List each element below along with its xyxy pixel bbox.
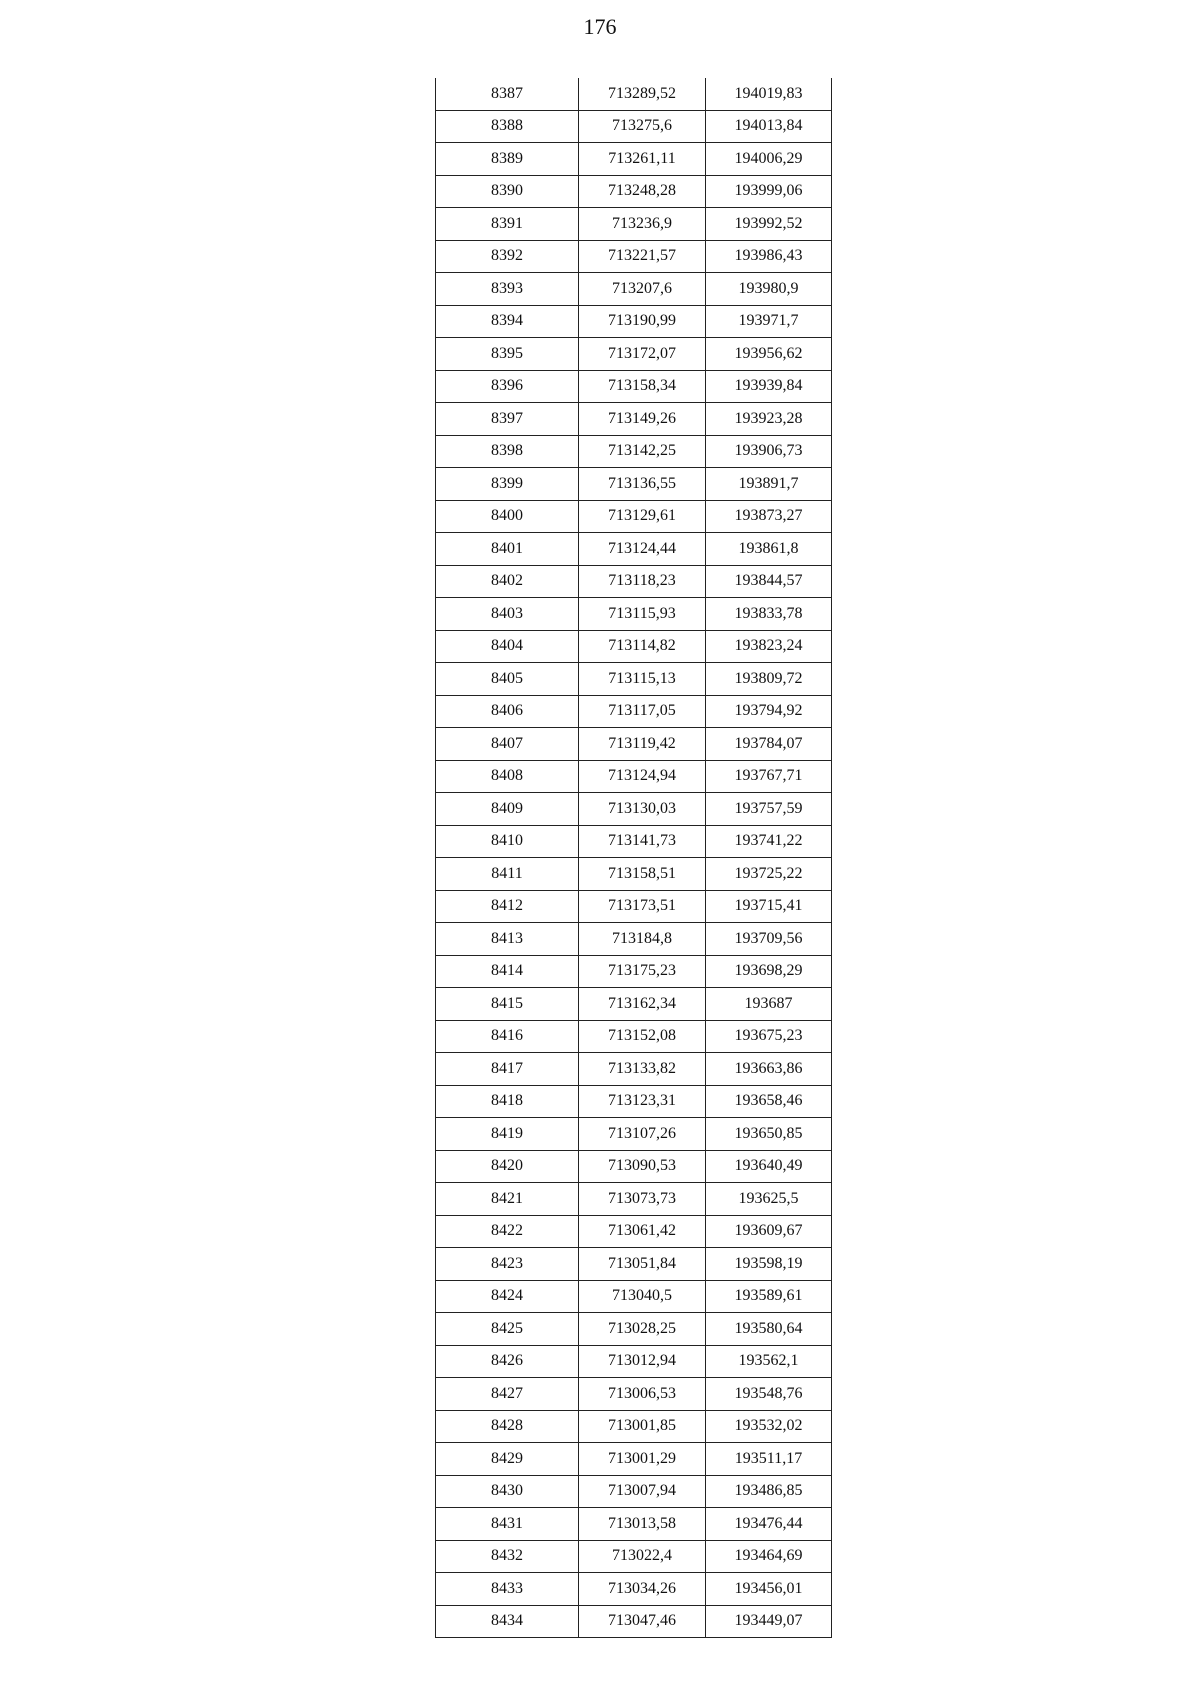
x-coordinate-cell: 713115,93	[579, 598, 706, 631]
point-number-cell: 8415	[436, 988, 579, 1021]
y-coordinate-cell: 193486,85	[706, 1475, 832, 1508]
y-coordinate-cell: 193562,1	[706, 1345, 832, 1378]
point-number-cell: 8390	[436, 175, 579, 208]
x-coordinate-cell: 713117,05	[579, 695, 706, 728]
table-row	[436, 1345, 832, 1378]
y-coordinate-cell: 193640,49	[706, 1150, 832, 1183]
table-row	[436, 565, 832, 598]
x-coordinate-cell: 713173,51	[579, 890, 706, 923]
table-row	[436, 500, 832, 533]
table-row	[436, 468, 832, 501]
y-coordinate-cell: 193589,61	[706, 1280, 832, 1313]
table-row	[436, 208, 832, 241]
x-coordinate-cell: 713118,23	[579, 565, 706, 598]
point-number-cell: 8405	[436, 663, 579, 696]
x-coordinate-cell: 713162,34	[579, 988, 706, 1021]
y-coordinate-cell: 194019,83	[706, 78, 832, 110]
x-coordinate-cell: 713289,52	[579, 78, 706, 110]
table-row	[436, 1118, 832, 1151]
x-coordinate-cell: 713133,82	[579, 1053, 706, 1086]
table-row	[436, 1508, 832, 1541]
y-coordinate-cell: 193456,01	[706, 1573, 832, 1606]
point-number-cell: 8434	[436, 1605, 579, 1638]
table-row	[436, 988, 832, 1021]
point-number-cell: 8398	[436, 435, 579, 468]
point-number-cell: 8424	[436, 1280, 579, 1313]
x-coordinate-cell: 713248,28	[579, 175, 706, 208]
x-coordinate-cell: 713007,94	[579, 1475, 706, 1508]
point-number-cell: 8391	[436, 208, 579, 241]
y-coordinate-cell: 194006,29	[706, 143, 832, 176]
table-row	[436, 1053, 832, 1086]
y-coordinate-cell: 193784,07	[706, 728, 832, 761]
point-number-cell: 8433	[436, 1573, 579, 1606]
table-row	[436, 760, 832, 793]
y-coordinate-cell: 193464,69	[706, 1540, 832, 1573]
table-row	[436, 143, 832, 176]
y-coordinate-cell: 193625,5	[706, 1183, 832, 1216]
y-coordinate-cell: 193715,41	[706, 890, 832, 923]
coordinates-table	[435, 78, 832, 1638]
x-coordinate-cell: 713013,58	[579, 1508, 706, 1541]
point-number-cell: 8418	[436, 1085, 579, 1118]
x-coordinate-cell: 713149,26	[579, 403, 706, 436]
table-row	[436, 403, 832, 436]
point-number-cell: 8412	[436, 890, 579, 923]
point-number-cell: 8427	[436, 1378, 579, 1411]
x-coordinate-cell: 713130,03	[579, 793, 706, 826]
point-number-cell: 8395	[436, 338, 579, 371]
y-coordinate-cell: 193511,17	[706, 1443, 832, 1476]
point-number-cell: 8397	[436, 403, 579, 436]
y-coordinate-cell: 193992,52	[706, 208, 832, 241]
y-coordinate-cell: 193767,71	[706, 760, 832, 793]
table-row	[436, 890, 832, 923]
x-coordinate-cell: 713047,46	[579, 1605, 706, 1638]
y-coordinate-cell: 193873,27	[706, 500, 832, 533]
point-number-cell: 8403	[436, 598, 579, 631]
point-number-cell: 8417	[436, 1053, 579, 1086]
x-coordinate-cell: 713190,99	[579, 305, 706, 338]
table-row	[436, 533, 832, 566]
point-number-cell: 8410	[436, 825, 579, 858]
point-number-cell: 8426	[436, 1345, 579, 1378]
table-row	[436, 1443, 832, 1476]
x-coordinate-cell: 713175,23	[579, 955, 706, 988]
x-coordinate-cell: 713236,9	[579, 208, 706, 241]
table-row	[436, 338, 832, 371]
y-coordinate-cell: 193548,76	[706, 1378, 832, 1411]
point-number-cell: 8393	[436, 273, 579, 306]
page-number: 176	[583, 14, 617, 39]
table-row	[436, 1313, 832, 1346]
table-row	[436, 1573, 832, 1606]
table-row	[436, 1150, 832, 1183]
table-row	[436, 370, 832, 403]
x-coordinate-cell: 713184,8	[579, 923, 706, 956]
y-coordinate-cell: 193663,86	[706, 1053, 832, 1086]
y-coordinate-cell: 193923,28	[706, 403, 832, 436]
x-coordinate-cell: 713073,73	[579, 1183, 706, 1216]
y-coordinate-cell: 193809,72	[706, 663, 832, 696]
x-coordinate-cell: 713034,26	[579, 1573, 706, 1606]
y-coordinate-cell: 193741,22	[706, 825, 832, 858]
x-coordinate-cell: 713115,13	[579, 663, 706, 696]
point-number-cell: 8416	[436, 1020, 579, 1053]
point-number-cell: 8425	[436, 1313, 579, 1346]
x-coordinate-cell: 713221,57	[579, 240, 706, 273]
y-coordinate-cell: 193861,8	[706, 533, 832, 566]
y-coordinate-cell: 193986,43	[706, 240, 832, 273]
point-number-cell: 8401	[436, 533, 579, 566]
x-coordinate-cell: 713119,42	[579, 728, 706, 761]
y-coordinate-cell: 193844,57	[706, 565, 832, 598]
point-number-cell: 8387	[436, 78, 579, 110]
x-coordinate-cell: 713207,6	[579, 273, 706, 306]
x-coordinate-cell: 713172,07	[579, 338, 706, 371]
table-row	[436, 1085, 832, 1118]
table-row	[436, 955, 832, 988]
x-coordinate-cell: 713142,25	[579, 435, 706, 468]
x-coordinate-cell: 713124,44	[579, 533, 706, 566]
point-number-cell: 8411	[436, 858, 579, 891]
y-coordinate-cell: 193675,23	[706, 1020, 832, 1053]
y-coordinate-cell: 193650,85	[706, 1118, 832, 1151]
y-coordinate-cell: 193891,7	[706, 468, 832, 501]
x-coordinate-cell: 713107,26	[579, 1118, 706, 1151]
table-row	[436, 1605, 832, 1638]
y-coordinate-cell: 193980,9	[706, 273, 832, 306]
table-row	[436, 1280, 832, 1313]
y-coordinate-cell: 193709,56	[706, 923, 832, 956]
x-coordinate-cell: 713158,34	[579, 370, 706, 403]
table-row	[436, 305, 832, 338]
table-row	[436, 273, 832, 306]
table-row	[436, 1020, 832, 1053]
x-coordinate-cell: 713275,6	[579, 110, 706, 143]
point-number-cell: 8408	[436, 760, 579, 793]
point-number-cell: 8430	[436, 1475, 579, 1508]
table-row	[436, 110, 832, 143]
x-coordinate-cell: 713114,82	[579, 630, 706, 663]
x-coordinate-cell: 713022,4	[579, 1540, 706, 1573]
point-number-cell: 8392	[436, 240, 579, 273]
table-row	[436, 825, 832, 858]
x-coordinate-cell: 713129,61	[579, 500, 706, 533]
x-coordinate-cell: 713136,55	[579, 468, 706, 501]
x-coordinate-cell: 713001,29	[579, 1443, 706, 1476]
table-row	[436, 1248, 832, 1281]
table-row	[436, 175, 832, 208]
table-row	[436, 1410, 832, 1443]
y-coordinate-cell: 193971,7	[706, 305, 832, 338]
y-coordinate-cell: 193476,44	[706, 1508, 832, 1541]
y-coordinate-cell: 193698,29	[706, 955, 832, 988]
y-coordinate-cell: 193725,22	[706, 858, 832, 891]
y-coordinate-cell: 193906,73	[706, 435, 832, 468]
x-coordinate-cell: 713040,5	[579, 1280, 706, 1313]
table-row	[436, 240, 832, 273]
y-coordinate-cell: 193449,07	[706, 1605, 832, 1638]
x-coordinate-cell: 713261,11	[579, 143, 706, 176]
table-row	[436, 435, 832, 468]
x-coordinate-cell: 713028,25	[579, 1313, 706, 1346]
point-number-cell: 8388	[436, 110, 579, 143]
x-coordinate-cell: 713090,53	[579, 1150, 706, 1183]
y-coordinate-cell: 193757,59	[706, 793, 832, 826]
point-number-cell: 8406	[436, 695, 579, 728]
point-number-cell: 8404	[436, 630, 579, 663]
point-number-cell: 8407	[436, 728, 579, 761]
y-coordinate-cell: 193609,67	[706, 1215, 832, 1248]
x-coordinate-cell: 713158,51	[579, 858, 706, 891]
x-coordinate-cell: 713152,08	[579, 1020, 706, 1053]
y-coordinate-cell: 193658,46	[706, 1085, 832, 1118]
y-coordinate-cell: 193833,78	[706, 598, 832, 631]
y-coordinate-cell: 193580,64	[706, 1313, 832, 1346]
table-row	[436, 793, 832, 826]
x-coordinate-cell: 713001,85	[579, 1410, 706, 1443]
point-number-cell: 8409	[436, 793, 579, 826]
point-number-cell: 8402	[436, 565, 579, 598]
x-coordinate-cell: 713124,94	[579, 760, 706, 793]
y-coordinate-cell: 193939,84	[706, 370, 832, 403]
y-coordinate-cell: 193687	[706, 988, 832, 1021]
point-number-cell: 8432	[436, 1540, 579, 1573]
x-coordinate-cell: 713006,53	[579, 1378, 706, 1411]
table-row	[436, 1378, 832, 1411]
point-number-cell: 8413	[436, 923, 579, 956]
table-row	[436, 858, 832, 891]
point-number-cell: 8399	[436, 468, 579, 501]
table-row	[436, 1215, 832, 1248]
point-number-cell: 8400	[436, 500, 579, 533]
coordinates-table-body	[436, 78, 832, 1638]
table-row	[436, 78, 832, 110]
y-coordinate-cell: 193598,19	[706, 1248, 832, 1281]
y-coordinate-cell: 193794,92	[706, 695, 832, 728]
table-row	[436, 1183, 832, 1216]
point-number-cell: 8414	[436, 955, 579, 988]
point-number-cell: 8389	[436, 143, 579, 176]
point-number-cell: 8423	[436, 1248, 579, 1281]
table-row	[436, 728, 832, 761]
table-row	[436, 630, 832, 663]
point-number-cell: 8420	[436, 1150, 579, 1183]
point-number-cell: 8428	[436, 1410, 579, 1443]
point-number-cell: 8419	[436, 1118, 579, 1151]
table-row	[436, 923, 832, 956]
point-number-cell: 8429	[436, 1443, 579, 1476]
table-row	[436, 598, 832, 631]
point-number-cell: 8394	[436, 305, 579, 338]
point-number-cell: 8431	[436, 1508, 579, 1541]
y-coordinate-cell: 193956,62	[706, 338, 832, 371]
x-coordinate-cell: 713051,84	[579, 1248, 706, 1281]
y-coordinate-cell: 194013,84	[706, 110, 832, 143]
x-coordinate-cell: 713123,31	[579, 1085, 706, 1118]
y-coordinate-cell: 193999,06	[706, 175, 832, 208]
x-coordinate-cell: 713061,42	[579, 1215, 706, 1248]
point-number-cell: 8396	[436, 370, 579, 403]
table-row	[436, 695, 832, 728]
point-number-cell: 8422	[436, 1215, 579, 1248]
x-coordinate-cell: 713012,94	[579, 1345, 706, 1378]
y-coordinate-cell: 193823,24	[706, 630, 832, 663]
y-coordinate-cell: 193532,02	[706, 1410, 832, 1443]
table-row	[436, 663, 832, 696]
point-number-cell: 8421	[436, 1183, 579, 1216]
table-row	[436, 1475, 832, 1508]
x-coordinate-cell: 713141,73	[579, 825, 706, 858]
table-row	[436, 1540, 832, 1573]
